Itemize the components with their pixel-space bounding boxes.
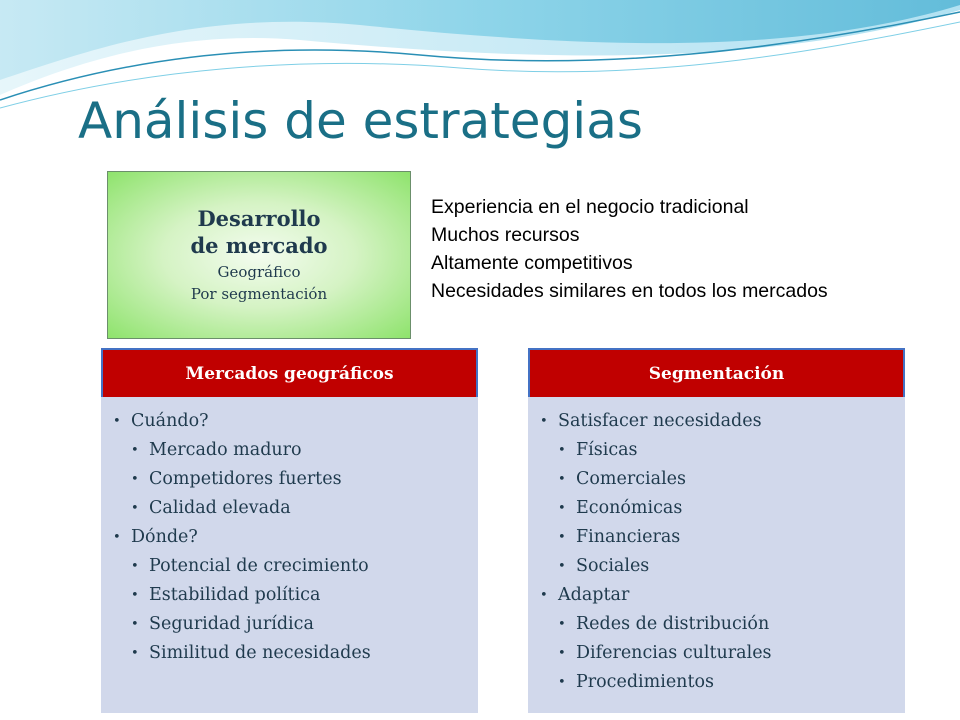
market-development-heading-2: de mercado xyxy=(190,233,328,258)
note-item: Muchos recursos xyxy=(431,224,580,246)
list-item: • Dónde? xyxy=(113,523,478,552)
segmentation-header: Segmentación xyxy=(528,348,905,397)
market-development-box xyxy=(107,171,411,339)
market-development-heading-1: Desarrollo xyxy=(197,206,321,231)
list-item: • Sociales xyxy=(540,552,905,581)
list-item: • Seguridad jurídica xyxy=(113,610,478,639)
list-item: • Diferencias culturales xyxy=(540,639,905,668)
geographic-markets-panel xyxy=(101,348,478,713)
market-development-sub-1: Geográfico xyxy=(217,263,301,281)
geographic-markets-list xyxy=(101,397,478,668)
note-item: Altamente competitivos xyxy=(431,252,633,274)
geographic-markets-header: Mercados geográficos xyxy=(101,348,478,397)
list-item: • Económicas xyxy=(540,494,905,523)
list-item: • Procedimientos xyxy=(540,668,905,697)
segmentation-panel xyxy=(528,348,905,713)
segmentation-list xyxy=(528,397,905,697)
list-item: • Adaptar xyxy=(540,581,905,610)
note-item: Experiencia en el negocio tradicional xyxy=(431,196,749,218)
note-item: Necesidades similares en todos los mercados xyxy=(431,280,828,302)
list-item: • Similitud de necesidades xyxy=(113,639,478,668)
page-title: Análisis de estrategias xyxy=(78,92,643,150)
list-item: • Potencial de crecimiento xyxy=(113,552,478,581)
list-item: • Financieras xyxy=(540,523,905,552)
market-development-sub-2: Por segmentación xyxy=(190,285,328,303)
list-item: • Satisfacer necesidades xyxy=(540,407,905,436)
notes-list xyxy=(431,193,828,305)
list-item: • Redes de distribución xyxy=(540,610,905,639)
list-item: • Físicas xyxy=(540,436,905,465)
list-item: • Mercado maduro xyxy=(113,436,478,465)
list-item: • Competidores fuertes xyxy=(113,465,478,494)
list-item: • Comerciales xyxy=(540,465,905,494)
list-item: • Calidad elevada xyxy=(113,494,478,523)
list-item: • Estabilidad política xyxy=(113,581,478,610)
list-item: • Cuándo? xyxy=(113,407,478,436)
